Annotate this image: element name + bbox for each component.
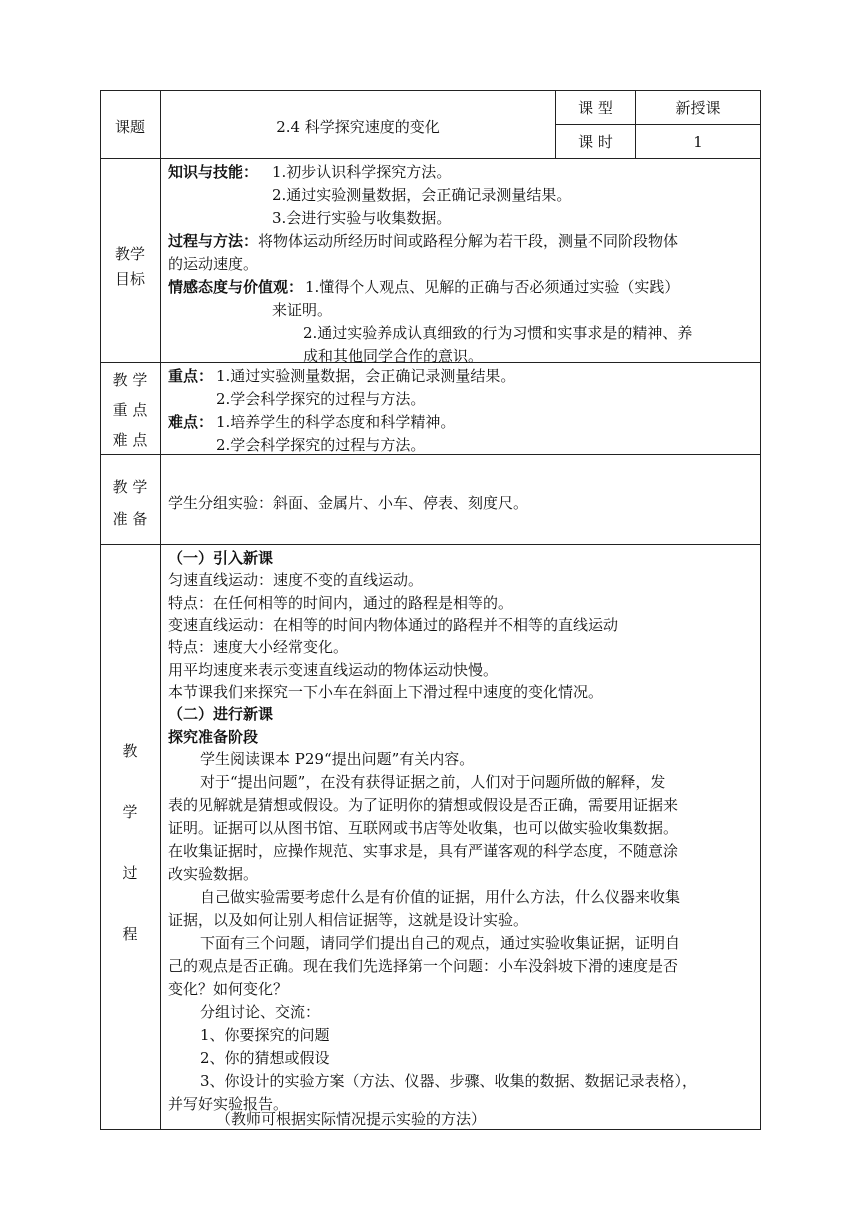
process-line: 对于“提出问题”，在没有获得证据之前，人们对于问题所做的解释，发 xyxy=(200,773,666,791)
process-line: 用平均速度来表示变速直线运动的物体运动快慢。 xyxy=(168,661,499,679)
knowledge-item: 1.初步认识科学探究方法。 xyxy=(272,163,452,181)
focus-item: 2.学会科学探究的过程与方法。 xyxy=(216,390,426,408)
knowledge-item: 2.通过实验测量数据，会正确记录测量结果。 xyxy=(272,186,572,204)
process-line: 分组讨论、交流： xyxy=(200,1003,321,1021)
difficulty-item: 1.培养学生的科学态度和科学精神。 xyxy=(216,413,456,431)
hours-label: 课 时 xyxy=(578,133,613,151)
process-label: 教 xyxy=(122,742,138,760)
preparation-label: 准 备 xyxy=(112,510,148,528)
emotion-item: 来证明。 xyxy=(272,301,333,319)
process-line: 1、你要探究的问题 xyxy=(200,1026,330,1044)
type-value: 新授课 xyxy=(675,99,721,117)
process-method-heading: 过程与方法： xyxy=(168,232,259,250)
process-line: 在收集证据时，应操作规范、实事求是，具有严谨客观的科学态度，不随意涂 xyxy=(168,842,679,860)
keypoints-label: 教 学 xyxy=(112,371,148,389)
process-line: 变速直线运动：在相等的时间内物体通过的路程并不相等的直线运动 xyxy=(168,616,619,634)
process-line: 并写好实验报告。 xyxy=(168,1095,289,1113)
row-divider xyxy=(555,124,761,125)
focus-item: 1.通过实验测量数据，会正确记录测量结果。 xyxy=(216,367,516,385)
knowledge-heading: 知识与技能： xyxy=(168,163,259,181)
table-border-right xyxy=(760,90,761,1130)
keypoints-label: 重 点 xyxy=(112,401,148,419)
process-line: 下面有三个问题，请同学们提出自己的观点，通过实验收集证据，证明自 xyxy=(200,934,681,952)
section-heading: （一）引入新课 xyxy=(168,549,274,567)
process-line: 证据，以及如何让别人相信证据等，这就是设计实验。 xyxy=(168,911,529,929)
table-border-top xyxy=(100,90,761,91)
label-column-divider xyxy=(160,90,161,1130)
process-line: 3、你设计的实验方案（方法、仪器、步骤、收集的数据、数据记录表格）， xyxy=(200,1072,698,1090)
process-line: 改实验数据。 xyxy=(168,865,259,883)
emotion-item: 2.通过实验养成认真细致的行为习惯和实事求是的精神、养 xyxy=(303,324,693,342)
process-method-text: 的运动速度。 xyxy=(168,255,259,273)
process-line: 特点：在任何相等的时间内，通过的路程是相等的。 xyxy=(168,594,514,612)
subsection-heading: 探究准备阶段 xyxy=(168,728,259,746)
objectives-label: 教学 xyxy=(114,245,145,263)
process-line: 自己做实验需要考虑什么是有价值的证据，用什么方法，什么仪器来收集 xyxy=(200,888,681,906)
difficulty-heading: 难点： xyxy=(168,413,214,431)
objectives-label: 目标 xyxy=(114,270,145,288)
process-line: 匀速直线运动：速度不变的直线运动。 xyxy=(168,571,424,589)
difficulty-item: 2.学会科学探究的过程与方法。 xyxy=(216,436,426,454)
emotion-item: 成和其他同学合作的意识。 xyxy=(303,347,484,365)
emotion-heading: 情感态度与价值观： xyxy=(168,278,304,296)
process-line: 证明。证据可以从图书馆、互联网或书店等处收集，也可以做实验收集数据。 xyxy=(168,819,679,837)
process-line: 变化？如何变化？ xyxy=(168,980,289,998)
process-line: 学生阅读课本 P29“提出问题”有关内容。 xyxy=(200,750,475,768)
process-line: 特点：速度大小经常变化。 xyxy=(168,638,349,656)
preparation-text: 学生分组实验：斜面、金属片、小车、停表、刻度尺。 xyxy=(168,494,529,512)
process-line: （教师可根据实际情况提示实验的方法） xyxy=(216,1110,487,1128)
hours-value: 1 xyxy=(693,133,703,151)
preparation-label: 教 学 xyxy=(112,478,148,496)
section-heading: （二）进行新课 xyxy=(168,705,274,723)
emotion-item: 1.懂得个人观点、见解的正确与否必须通过实验（实践） xyxy=(305,278,680,296)
title-label: 课题 xyxy=(114,118,145,136)
knowledge-item: 3.会进行实验与收集数据。 xyxy=(272,209,452,227)
process-line: 己的观点是否正确。现在我们先选择第一个问题：小车没斜坡下滑的速度是否 xyxy=(168,957,679,975)
process-label: 过 xyxy=(122,864,138,882)
process-line: 本节课我们来探究一下小车在斜面上下滑过程中速度的变化情况。 xyxy=(168,683,604,701)
focus-heading: 重点： xyxy=(168,367,214,385)
row-divider xyxy=(100,454,761,455)
process-label: 学 xyxy=(122,803,138,821)
row-divider xyxy=(100,158,761,159)
keypoints-label: 难 点 xyxy=(112,431,148,449)
process-line: 2、你的猜想或假设 xyxy=(200,1049,330,1067)
process-label: 程 xyxy=(122,925,138,943)
lesson-title: 2.4 科学探究速度的变化 xyxy=(276,118,440,136)
process-line: 表的见解就是猜想或假设。为了证明你的猜想或假设是否正确，需要用证据来 xyxy=(168,796,679,814)
row-divider xyxy=(100,544,761,545)
type-label: 课 型 xyxy=(578,99,613,117)
process-method-text: 将物体运动所经历时间或路程分解为若干段，测量不同阶段物体 xyxy=(258,232,679,250)
